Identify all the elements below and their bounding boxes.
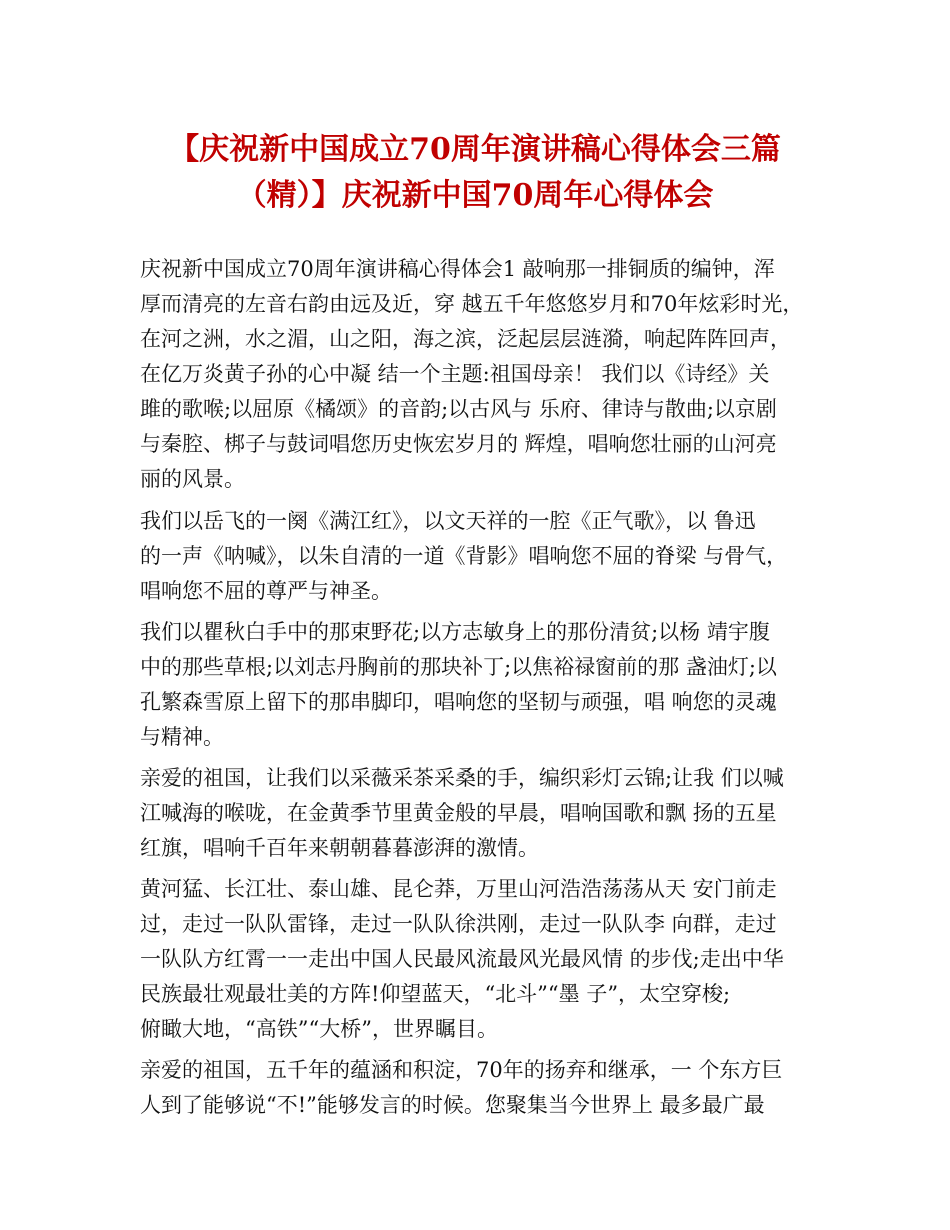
body-line: 俯瞰大地，“高铁”“大桥”，世界瞩目。 xyxy=(140,1017,498,1041)
body-line: 江喊海的喉咙，在金黄季节里黄金般的早晨，唱响国歌和飘 扬的五星 xyxy=(140,801,777,825)
body-line: 唱响您不屈的尊严与神圣。 xyxy=(140,579,392,603)
body-line: 丽的风景。 xyxy=(140,467,245,491)
body-line: 雎的歌喉;以屈原《橘颂》的音韵;以古风与 乐府、律诗与散曲;以京剧 xyxy=(140,397,777,421)
body-line: 与精神。 xyxy=(140,725,224,749)
body-line: 亲爱的祖国，让我们以采薇采茶采桑的手，编织彩灯云锦;让我 们以喊 xyxy=(140,766,784,790)
body-line: 亲爱的祖国，五千年的蕴涵和积淀，70年的扬弃和继承，一 个东方巨 xyxy=(140,1058,783,1082)
body-line: 我们以岳飞的一阕《满江红》，以文天祥的一腔《正气歌》，以 鲁迅 xyxy=(140,509,756,533)
body-line: 人到了能够说“不!”能够发言的时候。您聚集当今世界上 最多最广最 xyxy=(140,1093,765,1117)
body-line: 一队队方红霄一一走出中国人民最风流最风光最风情 的步伐;走出中华 xyxy=(140,947,784,971)
body-line: 我们以瞿秋白手中的那束野花;以方志敏身上的那份清贫;以杨 靖宇腹 xyxy=(140,620,770,644)
document-title-line-2: （精）】庆祝新中国70周年心得体会 xyxy=(236,178,714,213)
body-line: 民族最壮观最壮美的方阵!仰望蓝天，“北斗”“墨 子”，太空穿梭; xyxy=(140,982,731,1006)
body-line: 的一声《呐喊》，以朱自清的一道《背影》唱响您不屈的脊梁 与骨气， xyxy=(140,544,788,568)
body-line: 与秦腔、梆子与鼓词唱您历史恢宏岁月的 辉煌，唱响您壮丽的山河亮 xyxy=(140,432,777,456)
body-line: 厚而清亮的左音右韵由远及近，穿 越五千年悠悠岁月和70年炫彩时光， xyxy=(140,292,804,316)
body-line: 在河之洲，水之湄，山之阳，海之滨，泛起层层涟漪，响起阵阵回声， xyxy=(140,327,791,351)
body-line: 黄河猛、长江壮、泰山雄、昆仑莽，万里山河浩浩荡荡从天 安门前走 xyxy=(140,877,777,901)
body-line: 中的那些草根;以刘志丹胸前的那块补丁;以焦裕禄窗前的那 盏油灯;以 xyxy=(140,655,777,679)
body-line: 在亿万炎黄子孙的心中凝 结一个主题:祖国母亲！ 我们以《诗经》关 xyxy=(140,362,770,386)
document-title-line-1: 【庆祝新中国成立70周年演讲稿心得体会三篇 xyxy=(169,132,781,167)
body-line: 庆祝新中国成立70周年演讲稿心得体会1 敲响那一排铜质的编钟，浑 xyxy=(140,257,775,281)
body-line: 红旗，唱响千百年来朝朝暮暮澎湃的激情。 xyxy=(140,836,539,860)
body-line: 孔繁森雪原上留下的那串脚印，唱响您的坚韧与顽强，唱 响您的灵魂 xyxy=(140,690,777,714)
body-line: 过，走过一队队雷锋，走过一队队徐洪刚，走过一队队李 向群，走过 xyxy=(140,912,777,936)
